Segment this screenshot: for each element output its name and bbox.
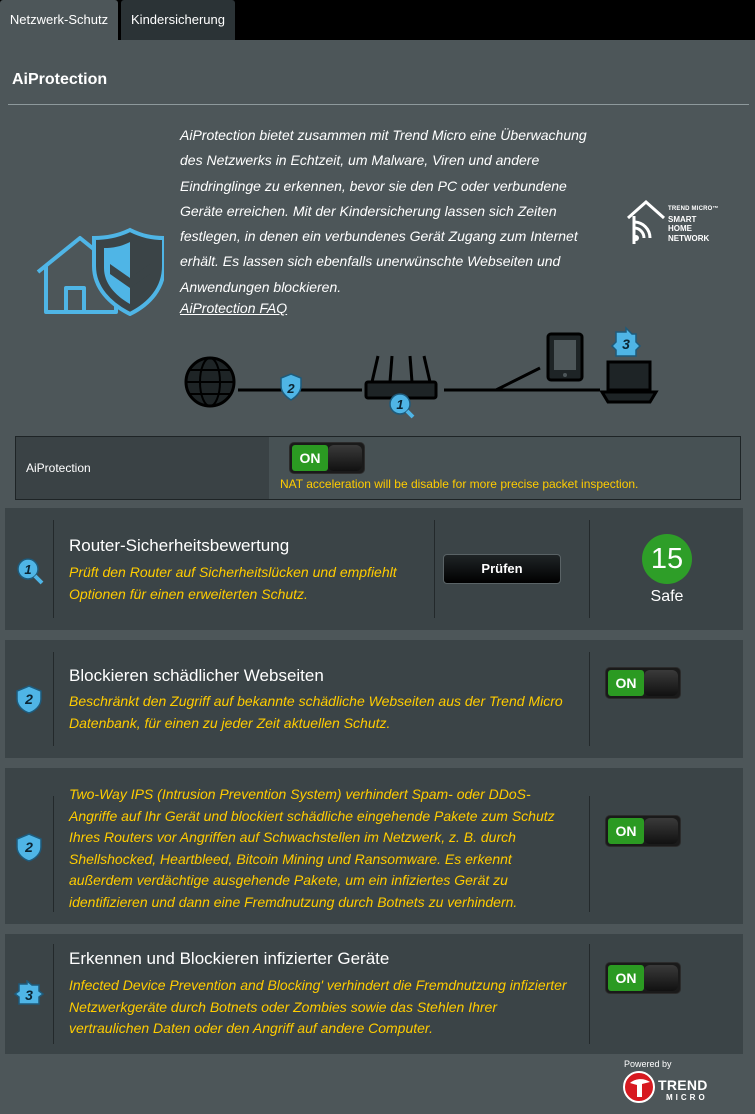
divider [589,796,590,912]
aiprotection-setting [15,436,741,500]
malicious-sites-title: Blockieren schädlicher Webseiten [69,666,324,685]
house-shield-icon [32,226,164,316]
svg-text:2: 2 [25,839,33,855]
intro-description: AiProtection bietet zusammen mit Trend Micro eine Überwachung des Netzwerks in Echtzeit, um Malware, Viren und andere Eindringlinge zu erkennen, bevor sie den PC oder verbundene Geräte erreichen. Mit der Kindersicherung lassen sich Zeiten festlegen, in denen ein verbundenes Gerät Zugang zum Internet erhält. Es lassen sich ebenfalls unerwünschte Webseiten und Anwendungen blockieren. [180,127,587,295]
svg-text:1: 1 [24,562,32,577]
infected-device-panel [5,934,743,1054]
toggle-knob [644,965,678,991]
divider [589,652,590,746]
device-badge-icon [13,980,45,1008]
globe-icon [186,358,234,406]
toggle-on-label: ON [608,670,644,696]
tab-network-protection[interactable]: Netzwerk-Schutz [0,0,118,40]
malicious-sites-desc: Beschränkt den Zugriff auf bekannte schädliche Webseiten aus der Trend Micro Datenbank, für einen zu jeder Zeit aktuellen Schutz. [69,693,563,731]
smart-home-network-logo [624,198,668,246]
divider [53,652,54,746]
tablet-icon [548,334,582,380]
two-way-ips-panel [5,768,743,924]
router-icon [366,356,436,398]
device-badge-3-icon [612,328,640,356]
faq-link[interactable]: AiProtection FAQ [180,300,288,316]
divider [589,944,590,1044]
laptop-icon [602,362,656,402]
svg-text:1: 1 [396,397,404,412]
toggle-knob [644,670,678,696]
security-score: 15 [642,534,692,584]
router-assessment-title: Router-Sicherheitsbewertung [69,536,290,555]
svg-text:2: 2 [25,691,33,707]
trend-micro-brand: TREND [658,1077,708,1093]
trend-micro-logo-icon [622,1070,656,1104]
two-way-ips-desc: Two-Way IPS (Intrusion Prevention System) verhindert Spam- oder DDoS- Angriffe auf Ihr Gerät und blockiert schädliche eingehende Pakete zum Schutz Ihres Routers vor Angriffen auf Schwachstellen im Netzwerk, z. B. durch Shellshocked, Heartbleed, Bitcoin Mining und Ransomware. Es erkennt außerdem verdächtige ausgehende Pakete, um ein infiziertes Gerät zu identifizieren und dann eine Fremdnutzung durch Botnets zu verhindern. [69,786,555,910]
aiprotection-control [270,437,740,499]
malicious-sites-toggle[interactable] [606,668,680,698]
router-assessment-desc: Prüft den Router auf Sicherheitslücken und empfiehlt Optionen für einen erweiterten Schutz. [69,564,397,602]
infected-device-desc: Infected Device Prevention and Blocking' verhindert die Fremdnutzung infizierter Netzwerkgeräte durch Botnets oder Zombies sowie das Stehlen Ihrer vertraulichen Daten oder den Angriff auf andere Computer. [69,977,567,1037]
infected-device-title: Erkennen und Blockieren infizierter Geräte [69,949,390,968]
toggle-knob [644,818,678,844]
divider [53,520,54,618]
shield-badge-icon [15,832,43,862]
nat-warning: NAT acceleration will be disable for more precise packet inspection. [280,477,639,491]
title-divider [8,104,749,105]
divider [53,944,54,1044]
divider [53,796,54,912]
tab-parental-controls[interactable]: Kindersicherung [121,0,235,40]
shield-badge-icon [15,684,43,714]
toggle-on-label: ON [292,445,328,471]
two-way-ips-toggle[interactable] [606,816,680,846]
router-assessment-panel [5,508,743,630]
divider [434,520,435,618]
page-title: AiProtection [12,71,108,88]
svg-text:2: 2 [287,381,295,396]
malicious-sites-panel [5,640,743,758]
shield-badge-2-icon [281,374,301,400]
svg-text:3: 3 [622,336,630,352]
top-tab-bar [0,0,755,40]
svg-text:3: 3 [25,987,33,1003]
check-button[interactable]: Prüfen [443,554,561,584]
aiprotection-toggle[interactable] [290,443,364,473]
smart-home-network-text: TREND MICRO™ SMART HOME NETWORK [668,206,719,243]
toggle-on-label: ON [608,965,644,991]
divider [589,520,590,618]
powered-by-text: Powered by [624,1059,672,1069]
magnifier-badge-icon [15,556,45,586]
security-score-label: Safe [650,588,684,605]
network-diagram [180,326,660,422]
infected-device-toggle[interactable] [606,963,680,993]
toggle-knob [328,445,362,471]
aiprotection-label: AiProtection [16,437,269,499]
toggle-on-label: ON [608,818,644,844]
trend-micro-brand-sub: MICRO [666,1093,708,1102]
